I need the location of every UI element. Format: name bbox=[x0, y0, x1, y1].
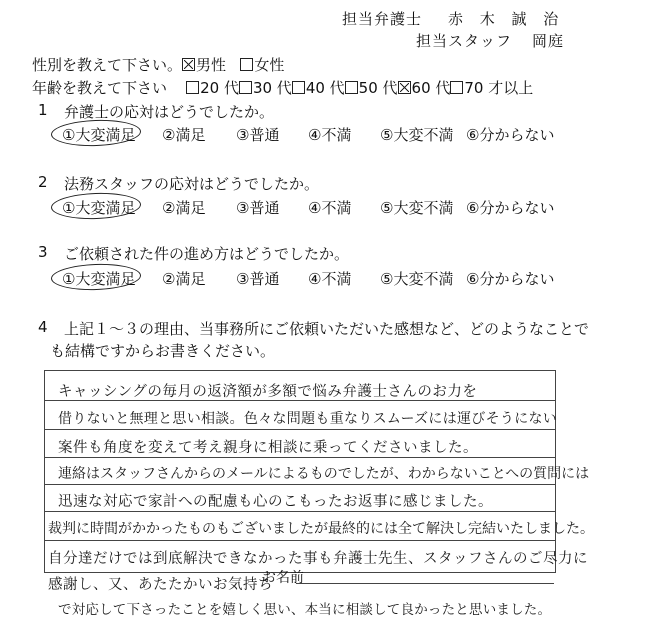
comment-line-7: 自分達だけでは到底解決できなかった事も弁護士先生、スタッフさんのご尽力に bbox=[48, 551, 588, 567]
q2-option-2[interactable]: ②満足 bbox=[162, 199, 206, 217]
q1-option-1[interactable]: ①大変満足 bbox=[62, 126, 136, 144]
question-4-line2: も結構ですからお書きください。 bbox=[50, 342, 276, 360]
comment-line-8: 感謝し、又、あたたかいお気持ち bbox=[48, 577, 273, 593]
age-question bbox=[32, 77, 533, 98]
q3-option-5[interactable]: ⑤大変不満 bbox=[380, 270, 454, 288]
q2-option-3[interactable]: ③普通 bbox=[236, 199, 280, 217]
question-1-text: 弁護士の応対はどうでしたか。 bbox=[64, 103, 275, 121]
q1-option-2[interactable]: ②満足 bbox=[162, 126, 206, 144]
q2-option-4[interactable]: ④不満 bbox=[308, 199, 352, 217]
gender-option-female[interactable]: 女性 bbox=[240, 56, 284, 74]
age-option-60s[interactable]: 60 代 bbox=[398, 79, 451, 97]
gender-option-male[interactable]: 男性 bbox=[182, 56, 226, 74]
ruled-line bbox=[44, 429, 556, 430]
lawyer-label: 担当弁護士 bbox=[342, 10, 423, 28]
checkbox-icon[interactable] bbox=[240, 58, 253, 71]
checkbox-icon[interactable] bbox=[450, 81, 463, 94]
age-option-70plus[interactable]: 70 才以上 bbox=[450, 79, 533, 97]
q2-option-5[interactable]: ⑤大変不満 bbox=[380, 199, 454, 217]
age-option-50s[interactable]: 50 代 bbox=[345, 79, 398, 97]
age-option-40s[interactable]: 40 代 bbox=[292, 79, 345, 97]
gender-question bbox=[32, 54, 284, 75]
age-option-30s[interactable]: 30 代 bbox=[239, 79, 292, 97]
question-2-number: 2 bbox=[38, 173, 48, 191]
age-prompt: 年齢を教えて下さい bbox=[32, 79, 168, 97]
ruled-line bbox=[44, 540, 556, 541]
q3-option-4[interactable]: ④不満 bbox=[308, 270, 352, 288]
box-top-border bbox=[44, 370, 556, 371]
name-label: お名前 bbox=[262, 570, 304, 586]
checkbox-icon[interactable] bbox=[345, 81, 358, 94]
question-2-text: 法務スタッフの応対はどうでしたか。 bbox=[64, 175, 320, 193]
checkbox-checked-icon[interactable] bbox=[182, 58, 195, 71]
q1-option-3[interactable]: ③普通 bbox=[236, 126, 280, 144]
checkbox-icon[interactable] bbox=[239, 81, 252, 94]
staff-name: 岡庭 bbox=[532, 32, 565, 50]
comment-line-9: で対応して下さったことを嬉しく思い、本当に相談して良かったと思いました。 bbox=[58, 602, 552, 618]
lawyer-name: 赤 木 誠 治 bbox=[448, 10, 565, 28]
q3-option-6[interactable]: ⑥分からない bbox=[466, 270, 555, 288]
question-1-number: 1 bbox=[38, 101, 48, 119]
gender-prompt: 性別を教えて下さい。 bbox=[32, 56, 183, 74]
staff-label: 担当スタッフ bbox=[416, 32, 513, 50]
question-4-line1: 上記１～３の理由、当事務所にご依頼いただいた感想など、どのようなことで bbox=[64, 320, 590, 338]
checkbox-checked-icon[interactable] bbox=[398, 81, 411, 94]
comment-line-5: 迅速な対応で家計への配慮も心のこもったお返事に感じました。 bbox=[58, 494, 493, 510]
question-4-number: 4 bbox=[38, 318, 48, 336]
name-underline bbox=[296, 583, 554, 584]
ruled-line bbox=[44, 511, 556, 512]
q2-option-1[interactable]: ①大変満足 bbox=[62, 199, 136, 217]
comment-line-4: 連絡はスタッフさんからのメールによるものでしたが、わからないことへの質問には bbox=[58, 466, 590, 482]
checkbox-icon[interactable] bbox=[186, 81, 199, 94]
age-option-20s[interactable]: 20 代 bbox=[186, 79, 239, 97]
q2-option-6[interactable]: ⑥分からない bbox=[466, 199, 555, 217]
q3-option-2[interactable]: ②満足 bbox=[162, 270, 206, 288]
comment-line-6: 裁判に時間がかかったものもございましたが最終的には全て解決し完結いたしました。 bbox=[48, 521, 594, 537]
comment-line-1: キャッシングの毎月の返済額が多額で悩み弁護士さんのお力を bbox=[58, 384, 478, 400]
q1-option-6[interactable]: ⑥分からない bbox=[466, 126, 555, 144]
q3-option-3[interactable]: ③普通 bbox=[236, 270, 280, 288]
ruled-line bbox=[44, 457, 556, 458]
comment-line-3: 案件も角度を変えて考え親身に相談に乗ってくださいました。 bbox=[58, 440, 478, 456]
question-3-number: 3 bbox=[38, 243, 48, 261]
checkbox-icon[interactable] bbox=[292, 81, 305, 94]
comment-line-2: 借りないと無理と思い相談。色々な問題も重なりスムーズには運びそうにない bbox=[58, 411, 558, 427]
ruled-line bbox=[44, 484, 556, 485]
question-3-text: ご依頼された件の進め方はどうでしたか。 bbox=[64, 245, 350, 263]
q1-option-4[interactable]: ④不満 bbox=[308, 126, 352, 144]
q1-option-5[interactable]: ⑤大変不満 bbox=[380, 126, 454, 144]
q3-option-1[interactable]: ①大変満足 bbox=[62, 270, 136, 288]
